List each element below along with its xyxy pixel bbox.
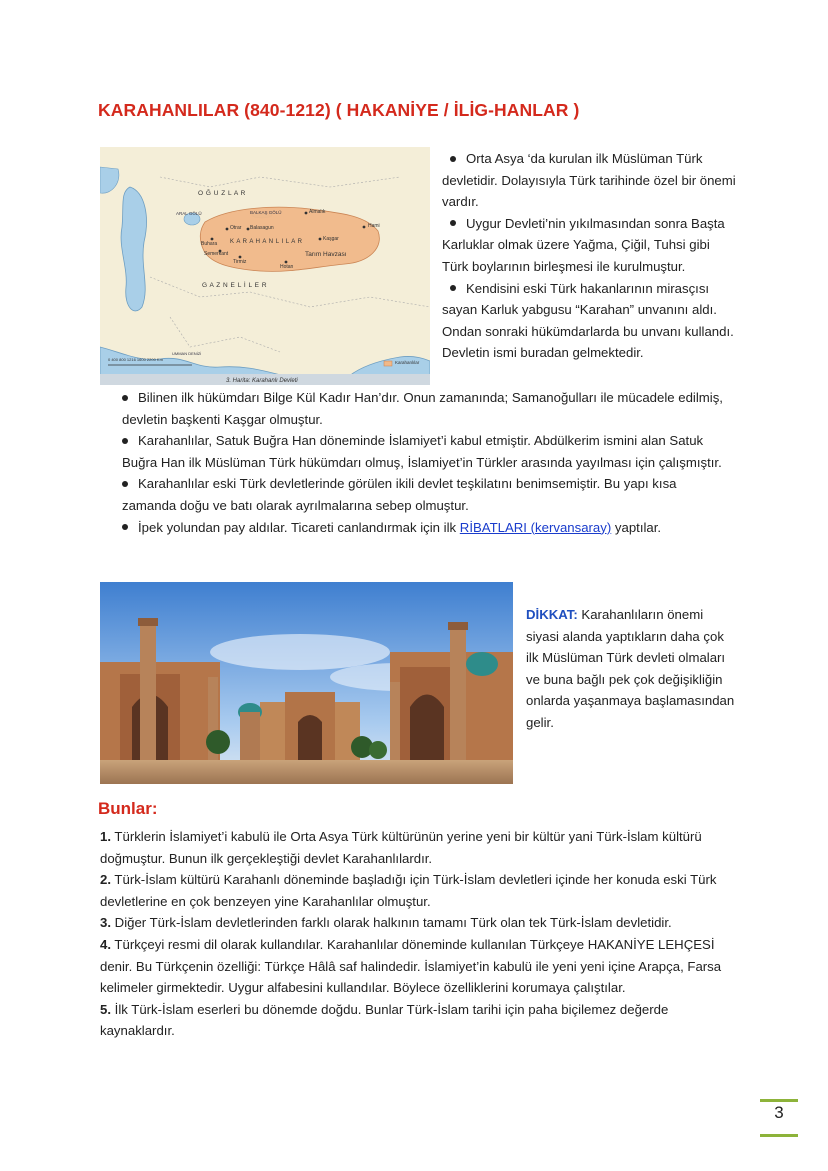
dikkat-text: Karahanlıların önemi siyasi alanda yaptıkların daha çok ilk Müslüman Türk devleti olmaları ve buna bağlı pek çok değişikliğin onlarda yaşanmaya başlamasından gelir. bbox=[526, 607, 735, 730]
map-label-umman: UMMAN DENİZİ bbox=[172, 351, 202, 356]
bullet-icon bbox=[122, 481, 128, 487]
map-label-tirmiz: Tirmiz bbox=[233, 259, 247, 265]
full-bullet-list bbox=[100, 387, 730, 538]
bullet-icon bbox=[122, 438, 128, 444]
map-scale: 0 400 800 1216 1600 2200 Km bbox=[108, 357, 163, 362]
list-item: Uygur Devleti’nin yıkılmasından sonra Başta Karluklar olmak üzere Yağma, Çiğil, Tuhsi gibi Türk boylarının birleşmesi ile kurulmuştur. bbox=[442, 215, 725, 274]
map-label-buhara: Buhara bbox=[201, 241, 218, 247]
map-label-semerkant: Semerkant bbox=[204, 251, 229, 257]
list-item: 2. Türk-İslam kültürü Karahanlı döneminde başladığı için Türk-İslam devletleri içinde her konuda eski Türk devletlerine en çok benzeyen yine Karahanlılar olmuştur. bbox=[100, 872, 717, 909]
registan-photo bbox=[100, 582, 513, 784]
map-label-gazneliler: G A Z N E L İ L E R bbox=[202, 282, 268, 289]
map-label-hotan: Hotan bbox=[280, 264, 294, 270]
map-legend: Karahanlılar bbox=[395, 360, 420, 365]
map-caption: 3. Harita: Karahanlı Devleti bbox=[226, 378, 298, 384]
list-item: Karahanlılar eski Türk devletlerinde görülen ikili devlet teşkilatını benimsemiştir. Bu yapı kısa zamanda doğu ve batı olarak ayrılmalarına sebep olmuştur. bbox=[122, 476, 677, 513]
page-title: KARAHANLILAR (840-1212) ( HAKANİYE / İLİG-HANLAR ) bbox=[98, 100, 580, 120]
map-label-balkas: BALKAŞ GÖLÜ bbox=[250, 210, 282, 215]
page-number: 3 bbox=[774, 1103, 784, 1122]
bunlar-heading: Bunlar: bbox=[98, 799, 158, 818]
bullet-icon bbox=[450, 285, 456, 291]
list-item: 4. Türkçeyi resmi dil olarak kullandılar. Karahanlılar döneminde kullanılan Türkçeye HAKANİYE LEHÇESİ denir. Bu Türkçenin özelliği: Türkçe Hâlâ saf halindedir. İslamiyet’in kabulü ile yeni yeni içine Arapça, Farsa kelimeler girmektedir. Uygur alfabesini kullandılar. Böylece özelliklerini korumaya çalıştılar. bbox=[100, 936, 722, 996]
list-item: Orta Asya ‘da kurulan ilk Müslüman Türk devletidir. Dolayısıyla Türk tarihinde özel bir önemi vardır. bbox=[442, 151, 736, 210]
map-label-oguzlar: O Ğ U Z L A R bbox=[198, 190, 246, 197]
right-bullet-list bbox=[442, 148, 738, 364]
map-label-aral: ARAL GÖLÜ bbox=[176, 211, 202, 216]
map-label-hami: Hami bbox=[368, 223, 380, 229]
list-item: Bilinen ilk hükümdarı Bilge Kül Kadır Han’dır. Onun zamanında; Samanoğulları ile mücadele edilmiş, devletin başkenti Kaşgar olmuştur. bbox=[122, 390, 723, 427]
map-label-balasagun: Balasagun bbox=[250, 225, 274, 231]
dikkat-note bbox=[526, 604, 736, 734]
list-item: Kendisini eski Türk hakanlarının mirasçısı sayan Karluk yabgusu “Karahan” unvanını aldı. Ondan sonraki hükümdarlarda bu unvanı kullandı. Devletin ismi buradan gelmektedir. bbox=[442, 280, 734, 361]
map-label-tarim: Tarım Havzası bbox=[305, 251, 347, 258]
bullet-icon bbox=[122, 395, 128, 401]
bullet-icon bbox=[450, 220, 456, 226]
map-label-karahanlilar: K A R A H A N L I L A R bbox=[230, 239, 303, 245]
list-item: 5. İlk Türk-İslam eserleri bu dönemde doğdu. Bunlar Türk-İslam tarihi için paha biçilemez değerde kaynaklardır. bbox=[100, 1001, 669, 1039]
map-label-almalik: Almalık bbox=[309, 209, 326, 215]
list-item: 1. Türklerin İslamiyet’i kabulü ile Orta Asya Türk kültürünün yerine yeni bir kültür yani Türk-İslam kültürü doğmuştur. Bunun ilk gerçekleştiği devlet Karahanlılardır. bbox=[100, 829, 702, 866]
map-label-kasgar: Kaşgar bbox=[323, 236, 339, 242]
map-image bbox=[100, 147, 430, 385]
bunlar-list bbox=[100, 826, 730, 1042]
map-label-otrar: Otrar bbox=[230, 225, 242, 231]
dikkat-label: DİKKAT: bbox=[526, 607, 578, 622]
list-item: 3. Diğer Türk-İslam devletlerinden farklı olarak halkının tamamı Türk olan tek Türk-İslam devletidir. bbox=[100, 915, 672, 931]
list-item: Karahanlılar, Satuk Buğra Han döneminde İslamiyet’i kabul etmiştir. Abdülkerim ismini alan Satuk Buğra Han ilk Müslüman Türk hükümdarı olmuş, İslamiyet’in Türkler arasında yayılması için çalışmıştır. bbox=[122, 433, 722, 470]
page-number-bottom-rule bbox=[760, 1134, 798, 1137]
ribat-link[interactable]: RİBATLARI (kervansaray) bbox=[459, 519, 612, 535]
bullet-icon bbox=[450, 156, 456, 162]
bullet-icon bbox=[122, 524, 128, 530]
page-number-top-rule bbox=[760, 1099, 798, 1102]
list-item: İpek yolundan pay aldılar. Ticareti canlandırmak için ilk RİBATLARI (kervansaray) yaptılar. bbox=[100, 517, 730, 539]
